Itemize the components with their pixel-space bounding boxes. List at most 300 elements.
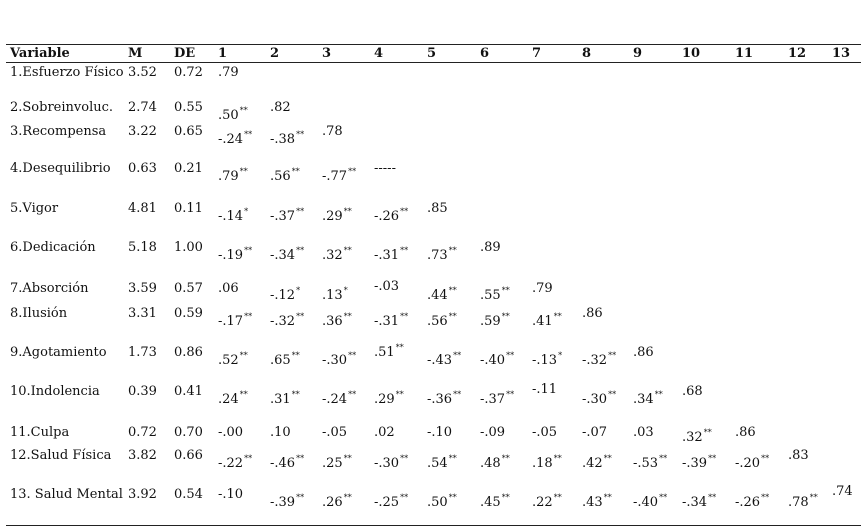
- correlation-cell: [322, 314, 352, 331]
- column-header: Variable: [10, 46, 70, 61]
- correlation-cell: [322, 495, 352, 512]
- correlation-cell: [427, 495, 457, 512]
- sd-value: 0.86: [174, 345, 203, 360]
- correlation-cell: [480, 240, 501, 256]
- correlation-cell: [480, 456, 510, 473]
- correlation-value: .34: [633, 392, 654, 407]
- correlation-cell: [270, 392, 300, 409]
- correlation-cell: [218, 108, 248, 125]
- significance-marker: **: [296, 312, 305, 321]
- significance-marker: **: [244, 312, 253, 321]
- correlation-cell: [270, 209, 304, 226]
- correlation-cell: [532, 425, 557, 441]
- correlation-value: .78: [788, 495, 809, 510]
- significance-marker: **: [343, 207, 352, 216]
- correlation-value: -.20: [735, 456, 761, 471]
- correlation-value: .03: [633, 425, 654, 440]
- significance-marker: **: [343, 246, 352, 255]
- significance-marker: **: [291, 390, 300, 399]
- significance-marker: *: [296, 286, 301, 295]
- correlation-cell: [374, 345, 404, 362]
- row-label: 9.Agotamiento: [10, 345, 107, 360]
- significance-marker: **: [654, 390, 663, 399]
- correlation-value: -.19: [218, 248, 244, 263]
- correlation-cell: [270, 495, 304, 512]
- row-label: 8.Ilusión: [10, 306, 68, 321]
- correlation-value: .85: [427, 201, 448, 216]
- correlation-cell: [832, 484, 853, 500]
- correlation-value: -.17: [218, 314, 244, 329]
- correlation-cell: [270, 100, 291, 116]
- correlation-value: -.32: [270, 314, 296, 329]
- correlation-cell: [633, 495, 667, 512]
- significance-marker: **: [761, 454, 770, 463]
- mean-value: 4.81: [128, 201, 157, 216]
- correlation-value: -.39: [270, 495, 296, 510]
- correlation-value: .41: [532, 314, 553, 329]
- correlation-value: .02: [374, 425, 395, 440]
- correlation-value: -.05: [322, 425, 348, 440]
- correlation-cell: [682, 495, 716, 512]
- correlation-value: -.14: [218, 209, 244, 224]
- correlation-cell: [270, 169, 300, 186]
- column-header: 3: [322, 46, 332, 61]
- mean-value: 1.73: [128, 345, 157, 360]
- correlation-value: .79: [532, 281, 553, 296]
- row-label: 13. Salud Mental: [10, 487, 123, 502]
- mean-value: 0.39: [128, 384, 157, 399]
- correlation-value: -.05: [532, 425, 558, 440]
- correlation-cell: [735, 456, 769, 473]
- correlation-cell: [582, 392, 616, 409]
- sd-value: 0.54: [174, 487, 203, 502]
- significance-marker: **: [501, 493, 510, 502]
- sd-value: 0.65: [174, 124, 203, 139]
- correlation-cell: [218, 456, 252, 473]
- correlation-cell: [735, 425, 756, 441]
- significance-marker: **: [400, 493, 409, 502]
- correlation-value: -.30: [322, 353, 348, 368]
- significance-marker: **: [708, 454, 717, 463]
- correlation-value: .86: [582, 306, 603, 321]
- correlation-cell: [218, 281, 239, 297]
- correlation-cell: [427, 314, 457, 331]
- sd-value: 0.59: [174, 306, 203, 321]
- correlation-value: -.00: [218, 425, 244, 440]
- significance-marker: **: [553, 454, 562, 463]
- significance-marker: **: [291, 351, 300, 360]
- significance-marker: **: [244, 130, 253, 139]
- mean-value: 3.59: [128, 281, 157, 296]
- correlation-cell: [374, 314, 408, 331]
- correlation-cell: [532, 353, 562, 370]
- sd-value: 1.00: [174, 240, 203, 255]
- correlation-value: -.10: [218, 487, 244, 502]
- column-header: 12: [788, 46, 807, 61]
- row-label: 6.Dedicación: [10, 240, 96, 255]
- correlation-cell: [633, 345, 654, 361]
- correlation-value: -.40: [633, 495, 659, 510]
- correlation-cell: [532, 382, 557, 398]
- correlation-value: -.30: [582, 392, 608, 407]
- correlation-cell: [427, 392, 461, 409]
- correlation-cell: [270, 425, 291, 441]
- correlation-cell: [788, 495, 818, 512]
- sd-value: 0.72: [174, 65, 203, 80]
- correlation-cell: [218, 392, 248, 409]
- significance-marker: **: [608, 390, 617, 399]
- correlation-value: .48: [480, 456, 501, 471]
- correlation-cell: [582, 306, 603, 322]
- correlation-value: -.09: [480, 425, 506, 440]
- correlation-value: .86: [633, 345, 654, 360]
- significance-marker: **: [343, 454, 352, 463]
- correlation-cell: [322, 456, 352, 473]
- significance-marker: **: [348, 167, 357, 176]
- correlation-value: .55: [480, 288, 501, 303]
- mean-value: 3.82: [128, 448, 157, 463]
- significance-marker: **: [553, 493, 562, 502]
- correlation-value: .24: [218, 392, 239, 407]
- sd-value: 0.21: [174, 161, 203, 176]
- sd-value: 0.70: [174, 425, 203, 440]
- correlation-value: .42: [582, 456, 603, 471]
- significance-marker: **: [501, 312, 510, 321]
- correlation-cell: [322, 124, 343, 140]
- correlation-cell: [480, 495, 510, 512]
- correlation-cell: [633, 456, 667, 473]
- correlation-cell: [532, 281, 553, 297]
- correlation-value: -.31: [374, 248, 400, 263]
- correlation-cell: [480, 425, 505, 441]
- mean-value: 0.72: [128, 425, 157, 440]
- row-label: 5.Vigor: [10, 201, 59, 216]
- correlation-cell: [374, 425, 395, 441]
- correlation-cell: [218, 132, 252, 149]
- correlation-cell: [270, 288, 300, 305]
- correlation-value: .44: [427, 288, 448, 303]
- row-label: 10.Indolencia: [10, 384, 100, 399]
- correlation-value: .78: [322, 124, 343, 139]
- correlation-cell: [582, 495, 612, 512]
- significance-marker: **: [703, 428, 712, 437]
- column-header: 10: [682, 46, 701, 61]
- correlation-cell: [218, 314, 252, 331]
- column-header: 6: [480, 46, 490, 61]
- correlation-value: -.03: [374, 279, 400, 294]
- significance-marker: *: [244, 207, 249, 216]
- correlation-value: -.40: [480, 353, 506, 368]
- significance-marker: **: [296, 493, 305, 502]
- correlation-cell: [218, 209, 248, 226]
- correlation-value: -.37: [270, 209, 296, 224]
- correlation-cell: [427, 248, 457, 265]
- correlation-value: -.43: [427, 353, 453, 368]
- row-label: 2.Sobreinvoluc.: [10, 100, 114, 115]
- column-header: 2: [270, 46, 280, 61]
- correlation-cell: [427, 353, 461, 370]
- significance-marker: **: [395, 390, 404, 399]
- correlation-cell: [218, 425, 243, 441]
- mean-value: 3.52: [128, 65, 157, 80]
- significance-marker: **: [244, 454, 253, 463]
- correlation-value: .32: [322, 248, 343, 263]
- correlation-value: .59: [480, 314, 501, 329]
- correlation-value: -.10: [427, 425, 453, 440]
- correlation-cell: [374, 495, 408, 512]
- significance-marker: **: [809, 493, 818, 502]
- correlation-cell: [735, 495, 769, 512]
- significance-marker: **: [239, 167, 248, 176]
- correlation-value: .83: [788, 448, 809, 463]
- significance-marker: **: [553, 312, 562, 321]
- correlation-value: -.77: [322, 169, 348, 184]
- correlation-value: .29: [322, 209, 343, 224]
- correlation-cell: [532, 495, 562, 512]
- significance-marker: **: [348, 351, 357, 360]
- column-header: 8: [582, 46, 592, 61]
- significance-marker: **: [603, 493, 612, 502]
- correlation-value: -.26: [735, 495, 761, 510]
- significance-marker: **: [296, 130, 305, 139]
- correlation-cell: [374, 279, 399, 295]
- significance-marker: **: [761, 493, 770, 502]
- correlation-value: -.37: [480, 392, 506, 407]
- correlation-cell: [322, 392, 356, 409]
- correlation-cell: [427, 425, 452, 441]
- mean-value: 3.92: [128, 487, 157, 502]
- correlation-value: .74: [832, 484, 853, 499]
- correlation-cell: [480, 314, 510, 331]
- correlation-cell: [682, 384, 703, 400]
- column-header: 9: [633, 46, 643, 61]
- correlation-cell: [532, 456, 562, 473]
- significance-marker: **: [453, 351, 462, 360]
- correlation-value: .50: [427, 495, 448, 510]
- correlation-cell: [582, 353, 616, 370]
- sd-value: 0.57: [174, 281, 203, 296]
- correlation-value: .82: [270, 100, 291, 115]
- correlation-cell: [270, 456, 304, 473]
- correlation-value: -.22: [218, 456, 244, 471]
- significance-marker: **: [501, 286, 510, 295]
- correlation-cell: [374, 161, 396, 177]
- significance-marker: **: [506, 351, 515, 360]
- correlation-cell: [218, 353, 248, 370]
- correlation-cell: [322, 353, 356, 370]
- correlation-value: -.25: [374, 495, 400, 510]
- significance-marker: **: [448, 493, 457, 502]
- significance-marker: **: [448, 286, 457, 295]
- correlation-value: .51: [374, 345, 395, 360]
- column-header: 13: [832, 46, 851, 61]
- significance-marker: **: [448, 246, 457, 255]
- correlation-cell: [218, 248, 252, 265]
- correlation-cell: [374, 248, 408, 265]
- correlation-value: -.46: [270, 456, 296, 471]
- correlation-value: -.12: [270, 288, 296, 303]
- correlation-cell: [682, 430, 712, 447]
- sd-value: 0.55: [174, 100, 203, 115]
- correlation-value: .10: [270, 425, 291, 440]
- correlation-cell: [322, 248, 352, 265]
- column-header: 11: [735, 46, 754, 61]
- correlation-value: .56: [427, 314, 448, 329]
- correlation-value: -.36: [427, 392, 453, 407]
- correlation-value: -.13: [532, 353, 558, 368]
- correlation-value: -.26: [374, 209, 400, 224]
- significance-marker: **: [348, 390, 357, 399]
- correlation-value: .45: [480, 495, 501, 510]
- column-header: 7: [532, 46, 542, 61]
- mean-value: 2.74: [128, 100, 157, 115]
- header-rule: [6, 62, 861, 63]
- correlation-cell: [270, 314, 304, 331]
- significance-marker: **: [343, 312, 352, 321]
- correlation-cell: [532, 314, 562, 331]
- correlation-value: -.24: [322, 392, 348, 407]
- significance-marker: **: [400, 207, 409, 216]
- significance-marker: **: [400, 246, 409, 255]
- significance-marker: **: [244, 246, 253, 255]
- significance-marker: **: [239, 106, 248, 115]
- correlation-value: .25: [322, 456, 343, 471]
- column-header: 5: [427, 46, 437, 61]
- correlation-value: .79: [218, 65, 239, 80]
- correlation-value: .18: [532, 456, 553, 471]
- mean-value: 3.22: [128, 124, 157, 139]
- correlation-value: .86: [735, 425, 756, 440]
- correlation-value: .22: [532, 495, 553, 510]
- correlation-cell: [270, 248, 304, 265]
- correlation-cell: [218, 65, 239, 81]
- significance-marker: **: [400, 312, 409, 321]
- correlation-cell: [374, 209, 408, 226]
- correlation-cell: [633, 425, 654, 441]
- correlation-cell: [582, 425, 607, 441]
- significance-marker: **: [448, 454, 457, 463]
- row-label: 11.Culpa: [10, 425, 70, 440]
- correlation-value: -.53: [633, 456, 659, 471]
- correlation-cell: [427, 456, 457, 473]
- correlation-value: .56: [270, 169, 291, 184]
- correlation-value: .65: [270, 353, 291, 368]
- significance-marker: **: [296, 246, 305, 255]
- significance-marker: **: [239, 390, 248, 399]
- correlation-cell: [322, 425, 347, 441]
- significance-marker: **: [448, 312, 457, 321]
- column-header: M: [128, 46, 143, 61]
- correlation-cell: [682, 456, 716, 473]
- correlation-cell: [480, 288, 510, 305]
- correlation-value: -.31: [374, 314, 400, 329]
- correlation-cell: [480, 353, 514, 370]
- significance-marker: **: [296, 207, 305, 216]
- correlation-value: .54: [427, 456, 448, 471]
- correlation-cell: [218, 169, 248, 186]
- correlation-cell: [322, 288, 348, 305]
- correlation-value: .43: [582, 495, 603, 510]
- correlation-cell: [374, 456, 408, 473]
- row-label: 12.Salud Física: [10, 448, 112, 463]
- significance-marker: *: [558, 351, 563, 360]
- correlation-value: .32: [682, 430, 703, 445]
- significance-marker: **: [291, 167, 300, 176]
- sd-value: 0.66: [174, 448, 203, 463]
- correlation-value: -----: [374, 161, 396, 176]
- mean-value: 5.18: [128, 240, 157, 255]
- correlation-value: .79: [218, 169, 239, 184]
- correlation-value: .50: [218, 108, 239, 123]
- correlation-value: -.24: [218, 132, 244, 147]
- bottom-rule: [6, 525, 861, 526]
- top-rule: [6, 44, 861, 45]
- correlation-value: -.07: [582, 425, 608, 440]
- correlation-value: .31: [270, 392, 291, 407]
- column-header: 1: [218, 46, 228, 61]
- significance-marker: **: [400, 454, 409, 463]
- correlation-cell: [322, 169, 356, 186]
- correlation-value: .29: [374, 392, 395, 407]
- sd-value: 0.11: [174, 201, 203, 216]
- correlation-value: -.34: [682, 495, 708, 510]
- correlation-value: .73: [427, 248, 448, 263]
- correlation-cell: [270, 132, 304, 149]
- correlation-cell: [480, 392, 514, 409]
- correlation-value: .68: [682, 384, 703, 399]
- significance-marker: **: [708, 493, 717, 502]
- correlation-cell: [374, 392, 404, 409]
- correlation-value: .36: [322, 314, 343, 329]
- correlation-cell: [427, 201, 448, 217]
- correlation-cell: [633, 392, 663, 409]
- correlation-table: [6, 44, 861, 526]
- significance-marker: *: [343, 286, 348, 295]
- correlation-value: -.30: [374, 456, 400, 471]
- significance-marker: **: [659, 493, 668, 502]
- column-header: DE: [174, 46, 196, 61]
- correlation-value: .13: [322, 288, 343, 303]
- correlation-value: -.38: [270, 132, 296, 147]
- column-header: 4: [374, 46, 384, 61]
- mean-value: 3.31: [128, 306, 157, 321]
- significance-marker: **: [501, 454, 510, 463]
- correlation-cell: [788, 448, 809, 464]
- correlation-cell: [582, 456, 612, 473]
- significance-marker: **: [239, 351, 248, 360]
- sd-value: 0.41: [174, 384, 203, 399]
- correlation-value: -.34: [270, 248, 296, 263]
- row-label: 7.Absorción: [10, 281, 89, 296]
- correlation-value: .52: [218, 353, 239, 368]
- correlation-cell: [270, 353, 300, 370]
- correlation-value: -.39: [682, 456, 708, 471]
- row-label: 4.Desequilibrio: [10, 161, 111, 176]
- correlation-cell: [427, 288, 457, 305]
- significance-marker: **: [659, 454, 668, 463]
- significance-marker: **: [343, 493, 352, 502]
- correlation-value: -.11: [532, 382, 558, 397]
- significance-marker: **: [453, 390, 462, 399]
- significance-marker: **: [608, 351, 617, 360]
- significance-marker: **: [296, 454, 305, 463]
- correlation-value: .26: [322, 495, 343, 510]
- row-label: 3.Recompensa: [10, 124, 107, 139]
- mean-value: 0.63: [128, 161, 157, 176]
- correlation-value: .89: [480, 240, 501, 255]
- significance-marker: **: [395, 343, 404, 352]
- significance-marker: **: [506, 390, 515, 399]
